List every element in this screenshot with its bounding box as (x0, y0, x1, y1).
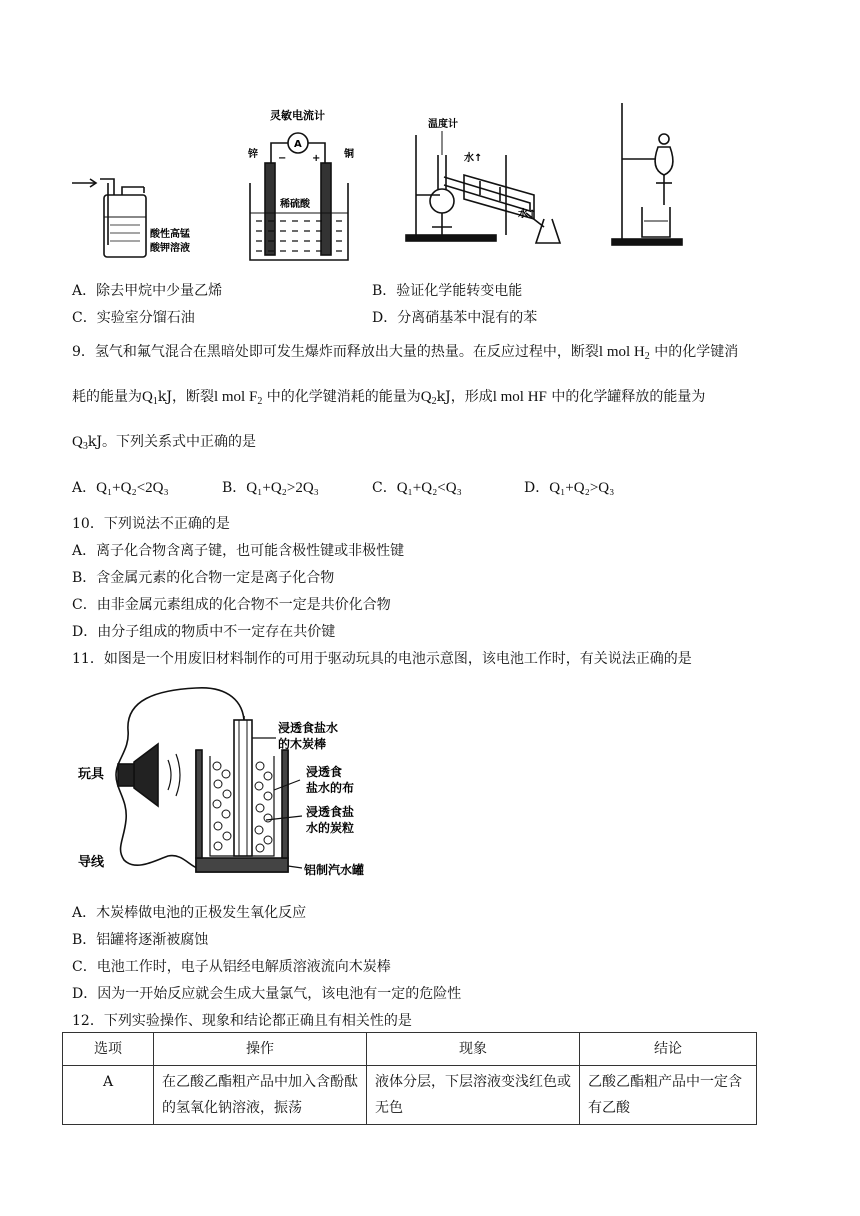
q9-option-b (222, 477, 319, 497)
fig2-meter-label: 灵敏电流计 (270, 109, 325, 122)
q10-option-b: B．含金属元素的化合物一定是离子化合物 (72, 570, 335, 586)
table-row (63, 1066, 757, 1125)
table-cell-conclusion: 乙酸乙酯粗产品中一定含有乙酸 (580, 1066, 757, 1125)
q11-battery-figure (76, 680, 396, 890)
q11-option-d: D．因为一开始反应就会生成大量氯气，该电池有一定的危险性 (72, 986, 462, 1002)
q9-option-c (372, 477, 462, 497)
q10-option-d: D．由分子组成的物质中不一定存在共价键 (72, 624, 336, 640)
q9-option-a-label: A． (72, 480, 97, 496)
q9-option-a (72, 477, 169, 497)
q11-can-label: 铝制汽水罐 (304, 863, 365, 877)
q9-option-d (524, 477, 614, 497)
table-header-option: 选项 (63, 1033, 154, 1066)
q9-option-c-label: C． (372, 480, 397, 496)
q9-line2-q2sub: 2 (431, 396, 437, 407)
q12-stem: 12．下列实验操作、现象和结论都正确且有相关性的是 (72, 1013, 412, 1029)
fig3-water-in-label: 水↑ (518, 209, 537, 220)
table-cell-phenomenon: 液体分层，下层溶液变浅红色或无色 (367, 1066, 580, 1125)
q11-stem: 11．如图是一个用废旧材料制作的可用于驱动玩具的电池示意图，该电池工作时，有关说法正确的是 (72, 651, 692, 667)
q11-rod-label-1: 浸透食盐水 (278, 721, 339, 735)
q8-apparatus-figures (60, 95, 760, 270)
separatory-funnel-figure (612, 103, 682, 245)
q9-stem-line-2 (72, 386, 705, 406)
table-header-row (63, 1033, 757, 1066)
q8-option-c: C．实验室分馏石油 (72, 310, 195, 326)
q9-line2-e: 中的化学罐释放的能量为 (546, 389, 706, 405)
table-cell-operation: 在乙酸乙酯粗产品中加入含酚酞的氢氧化钠溶液，振荡 (154, 1066, 367, 1125)
q11-grain-label-2: 水的炭粒 (306, 821, 355, 835)
q9-line2-mol3: l mol HF (492, 389, 547, 405)
q9-line2-mol: l mol F (213, 389, 258, 405)
fig2-minus-sign: − (278, 153, 287, 164)
q11-cloth-label-2: 盐水的布 (306, 781, 355, 795)
fig2-copper-label: 铜 (344, 149, 354, 160)
q10-stem: 10．下列说法不正确的是 (72, 516, 230, 532)
q9-line2-d: kJ，形成 (436, 389, 493, 405)
fig2-plus-sign: + (312, 153, 321, 164)
q9-option-b-label: B． (222, 480, 247, 496)
table-cell-option: A (63, 1066, 154, 1125)
q9-line1-sub: 2 (644, 351, 650, 362)
gas-washing-bottle-figure (72, 179, 146, 257)
q11-option-b: B．铝罐将逐渐被腐蚀 (72, 932, 209, 948)
q8-option-b: B．验证化学能转变电能 (372, 283, 523, 299)
fig2-zinc-label: 锌 (248, 149, 258, 160)
q9-line2-q: Q (142, 389, 153, 405)
fig3-water-out-label: 水↑ (464, 153, 483, 164)
q9-line2-b: kJ，断裂 (157, 389, 214, 405)
q9-option-b-formula: Q₁+Q₂>2Q₃ (246, 480, 319, 496)
q9-line2-qsub: 1 (152, 396, 158, 407)
q11-wire-label: 导线 (78, 855, 105, 870)
q9-line1-mol: l mol H (598, 344, 645, 360)
q9-stem-line-1 (72, 341, 738, 361)
q9-line1-pre: 9．氢气和氟气混合在黑暗处即可发生爆炸而释放出大量的热量。在反应过程中，断裂 (72, 344, 599, 360)
fig2-meter-symbol: A (294, 139, 302, 150)
q9-line3-text: kJ。下列关系式中正确的是 (87, 434, 256, 450)
q9-option-c-formula: Q₁+Q₂<Q₃ (396, 480, 462, 496)
q11-cloth-label-1: 浸透食 (306, 765, 343, 779)
q10-option-a: A．离子化合物含离子键，也可能含极性键或非极性键 (72, 543, 405, 559)
fig3-thermometer-label: 温度计 (428, 119, 458, 130)
q9-line2-a: 耗的能量为 (72, 389, 142, 405)
fig2-acid-label: 稀硫酸 (280, 199, 310, 210)
q9-line3-q: Q (72, 434, 83, 450)
q8-option-d: D．分离硝基苯中混有的苯 (372, 310, 538, 326)
q9-line3-qsub: 3 (82, 441, 88, 452)
q11-rod-label-2: 的木炭棒 (278, 737, 327, 751)
q8-option-a: A．除去甲烷中少量乙烯 (72, 283, 223, 299)
galvanic-cell-figure (250, 133, 348, 260)
q11-grain-label-1: 浸透食盐 (306, 805, 355, 819)
q11-option-a: A．木炭棒做电池的正极发生氧化反应 (72, 905, 307, 921)
q12-table (62, 1032, 757, 1125)
q9-line2-q2: Q (420, 389, 432, 405)
q11-option-c: C．电池工作时，电子从铝经电解质溶液流向木炭棒 (72, 959, 391, 975)
q9-line1-post: 中的化学键消 (649, 344, 739, 360)
q10-option-c: C．由非金属元素组成的化合物不一定是共价化合物 (72, 597, 391, 613)
q9-line2-fsub: 2 (257, 396, 263, 407)
q9-option-d-label: D． (524, 480, 550, 496)
fig1-liquid-label-1: 酸性高锰 (150, 229, 190, 240)
q9-option-d-formula: Q₁+Q₂>Q₃ (549, 480, 615, 496)
q11-toy-label: 玩具 (78, 767, 105, 782)
table-header-conclusion: 结论 (580, 1033, 757, 1066)
q9-stem-line-3 (72, 431, 256, 451)
table-header-operation: 操作 (154, 1033, 367, 1066)
table-header-phenomenon: 现象 (367, 1033, 580, 1066)
distillation-figure (406, 131, 560, 243)
q9-option-a-formula: Q₁+Q₂<2Q₃ (96, 480, 169, 496)
q9-line2-c: 中的化学键消耗的能量为 (262, 389, 421, 405)
fig1-liquid-label-2: 酸钾溶液 (150, 243, 190, 254)
